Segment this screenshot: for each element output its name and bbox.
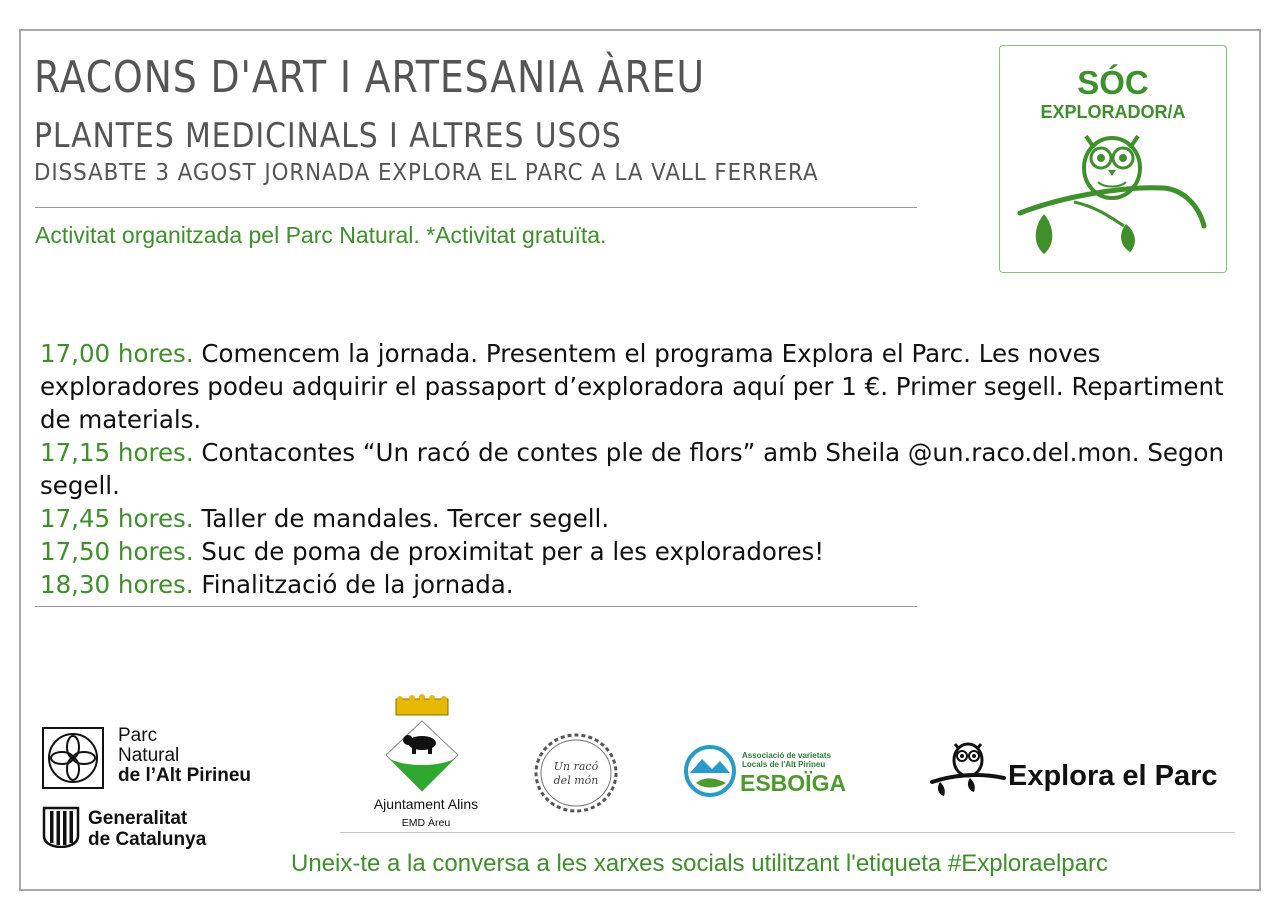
esboiga-logo-icon	[682, 745, 738, 797]
esboiga-name: ESBOÏGA	[740, 770, 847, 796]
schedule-divider	[35, 606, 917, 607]
schedule-time: 17,50 hores.	[40, 537, 194, 566]
badge-title: SÓC	[1077, 64, 1149, 101]
badge-subtitle: EXPLORADOR/A	[1040, 102, 1186, 122]
schedule-text: Taller de mandales. Tercer segell.	[193, 504, 610, 533]
esboiga-small-line2: Locals de l'Alt Pirineu	[742, 760, 826, 769]
schedule-time: 17,15 hores.	[40, 438, 194, 467]
generalitat-name	[88, 808, 206, 850]
un-raco-line2: del món	[553, 774, 599, 787]
parc-natural-logo-icon	[42, 727, 104, 789]
parc-natural-line2: Natural	[118, 745, 180, 766]
poster-title: RACONS D'ART I ARTESANIA ÀREU	[34, 52, 706, 103]
esboiga-association	[742, 751, 831, 769]
footer-hashtag-note: Uneix-te a la conversa a les xarxes socials utilitzant l'etiqueta #Exploraelparc	[291, 850, 1108, 877]
schedule-list	[40, 337, 1255, 601]
schedule-text: Suc de poma de proximitat per a les exploradores!	[193, 537, 825, 566]
schedule-item	[40, 502, 1255, 535]
un-raco-del-mon-logo-icon	[530, 730, 622, 816]
schedule-text: Contacontes “Un racó de contes ple de flors” amb Sheila @un.raco.del.mon. Segon segell.	[40, 438, 1225, 500]
schedule-time: 17,45 hores.	[40, 504, 194, 533]
footer-divider	[340, 832, 1235, 833]
schedule-time: 18,30 hores.	[40, 570, 194, 599]
schedule-item	[40, 535, 1255, 568]
ajuntament-name: Ajuntament Alins	[373, 796, 479, 812]
generalitat-logo-icon	[42, 806, 80, 848]
explora-el-parc-name: Explora el Parc	[1008, 760, 1218, 792]
ajuntament-crest-icon	[386, 693, 466, 797]
explorer-badge	[999, 45, 1227, 273]
un-raco-line1: Un racó	[553, 760, 599, 773]
esboiga-small-line1: Associació de varietats	[742, 751, 831, 760]
schedule-text: Comencem la jornada. Presentem el programa Explora el Parc. Les noves exploradores podeu adquirir el passaport d’exploradora aquí per 1 €. Primer segell. Repartiment de materials.	[40, 339, 1224, 434]
schedule-item	[40, 436, 1255, 502]
generalitat-line2: de Catalunya	[88, 829, 207, 850]
organizer-note: Activitat organitzada pel Parc Natural. *Activitat gratuïta.	[35, 222, 607, 248]
explora-owl-icon	[930, 738, 1006, 800]
parc-natural-name	[118, 726, 251, 786]
schedule-text: Finalització de la jornada.	[193, 570, 514, 599]
schedule-time: 17,00 hores.	[40, 339, 194, 368]
header-divider	[35, 207, 917, 208]
poster-subtitle: PLANTES MEDICINALS I ALTRES USOS	[34, 116, 622, 156]
parc-natural-line1: Parc	[118, 725, 158, 746]
schedule-item	[40, 337, 1255, 436]
ajuntament-sub: EMD Àreu	[401, 817, 451, 829]
date-line: DISSABTE 3 AGOST JORNADA EXPLORA EL PARC A LA VALL FERRERA	[34, 160, 819, 186]
owl-on-branch-icon	[1014, 126, 1214, 266]
schedule-item	[40, 568, 1255, 601]
parc-natural-line3: de l’Alt Pirineu	[118, 765, 252, 786]
generalitat-line1: Generalitat	[88, 808, 188, 829]
